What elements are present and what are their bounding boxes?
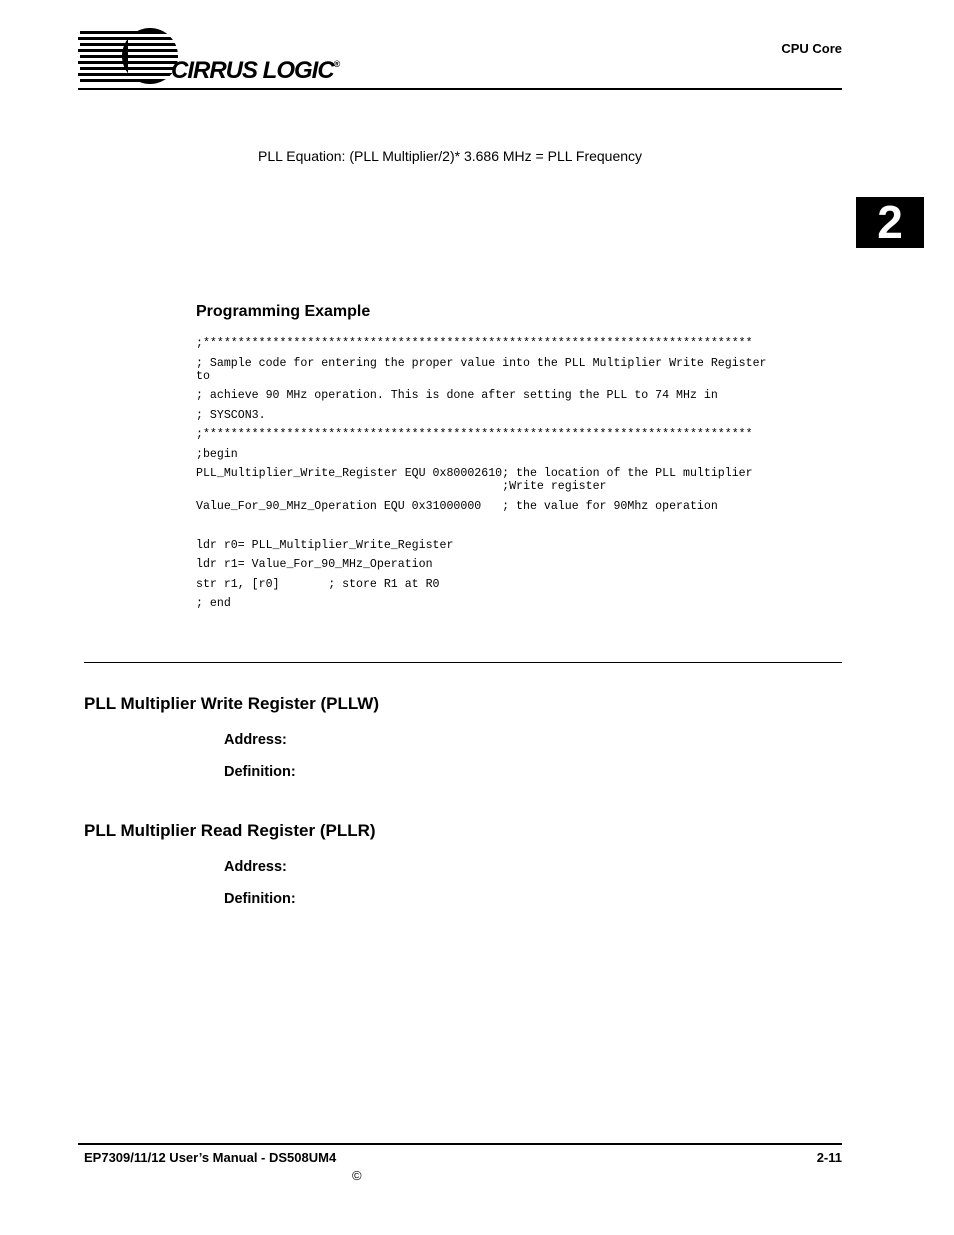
copyright-symbol: © [352, 1168, 362, 1183]
code-line: ; SYSCON3. [196, 408, 266, 422]
cirrus-logic-logo [78, 27, 348, 87]
running-head: CPU Core [781, 41, 842, 56]
code-line: ; achieve 90 MHz operation. This is done after setting the PLL to 74 MHz in [196, 389, 718, 402]
code-line: ;begin [196, 447, 238, 461]
code-listing [196, 337, 846, 617]
footer-manual-title: EP7309/11/12 User’s Manual - DS508UM4 [84, 1150, 337, 1165]
pllr-heading: PLL Multiplier Read Register (PLLR) [84, 821, 376, 840]
logo-stripes-icon [78, 27, 178, 85]
pllw-address-label: Address: [224, 732, 287, 748]
code-line: ;******************************************************************************* [196, 337, 753, 350]
pllr-address-label: Address: [224, 859, 287, 875]
programming-example-title: Programming Example [196, 303, 371, 320]
code-line: ; end [196, 597, 231, 610]
logo-wordmark: CIRRUS LOGIC® [171, 57, 340, 84]
pll-equation: PLL Equation: (PLL Multiplier/2)* 3.686 MHz = PLL Frequency [258, 148, 643, 164]
pllw-heading: PLL Multiplier Write Register (PLLW) [84, 694, 380, 713]
header-rule [78, 88, 842, 90]
section-rule [84, 662, 842, 663]
pllw-definition-label: Definition: [224, 764, 296, 780]
code-line [196, 519, 846, 532]
code-line: ldr r1= Value_For_90_MHz_Operation [196, 558, 433, 571]
chapter-tab: 2 [856, 197, 924, 248]
code-line: Value_For_90_MHz_Operation EQU 0x31000000 ; the value for 90Mhz operation [196, 499, 718, 513]
code-line: str r1, [r0] ; store R1 at R0 [196, 577, 440, 591]
code-line: ;******************************************************************************* [196, 428, 753, 441]
code-line: ; Sample code for entering the proper value into the PLL Multiplier Write Register to [196, 356, 767, 383]
footer-page-number: 2-11 [816, 1150, 842, 1165]
pllr-definition-label: Definition: [224, 891, 296, 907]
code-line: ldr r0= PLL_Multiplier_Write_Register [196, 538, 454, 552]
footer-rule [78, 1143, 842, 1145]
code-line: PLL_Multiplier_Write_Register EQU 0x80002610; the location of the PLL multiplier ;Write register [196, 467, 753, 493]
